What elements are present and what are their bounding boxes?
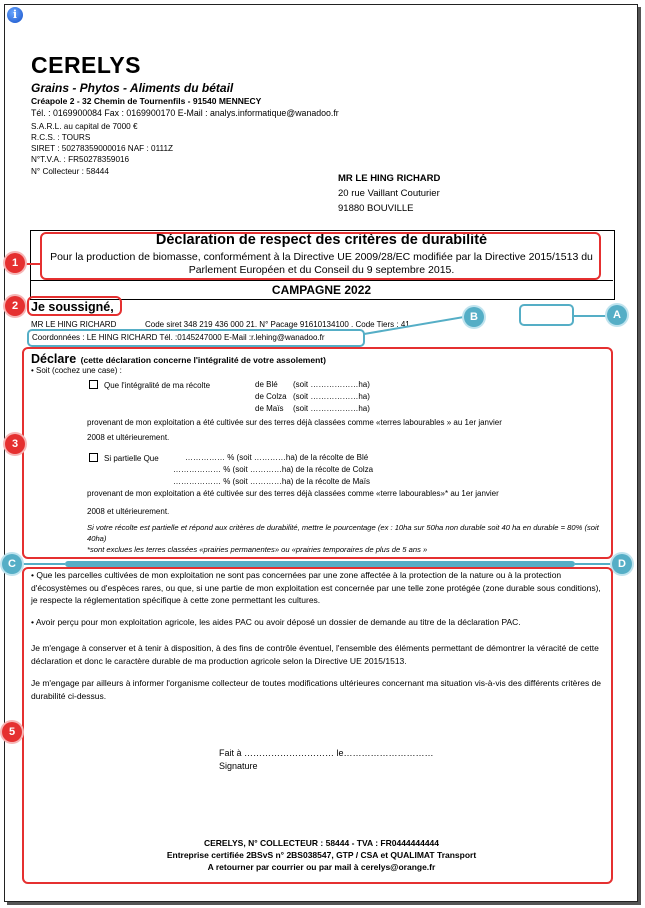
company-contact: Tél. : 0169900084 Fax : 0169900170 E-Mail : analys.informatique@wanadoo.fr	[31, 108, 339, 118]
annotation-badge-d: D	[612, 554, 632, 574]
recipient-street: 20 rue Vaillant Couturier	[338, 188, 440, 199]
legal-rcs: R.C.S. : TOURS	[31, 133, 91, 142]
annotation-badge-b: B	[464, 307, 484, 327]
annotation-connector-c	[21, 563, 65, 565]
annotation-badge-3: 3	[5, 434, 25, 454]
provenance1-b: 2008 et ultérieurement.	[87, 433, 170, 442]
annotation-box-1	[40, 232, 601, 280]
signature-label: Signature	[219, 761, 258, 771]
footer-line-2: Entreprise certifiée 2BSvS n° 2BS038547, GTP / CSA et QUALIMAT Transport	[166, 850, 477, 860]
declaration-title: Déclaration de respect des critères de durabilité	[155, 232, 488, 248]
annotation-badge-5: 5	[2, 722, 22, 742]
campaign-label: CAMPAGNE 2022	[271, 283, 372, 297]
annotation-box-2	[27, 296, 122, 316]
annotation-badge-c: C	[2, 554, 22, 574]
annotation-badge-a: A	[607, 305, 627, 325]
legal-tva: N°T.V.A. : FR50278359016	[31, 155, 130, 164]
option2-row	[89, 453, 159, 463]
option2-mais[interactable]: ……………… % (soit …………ha) de la récolte de Maïs	[173, 477, 370, 486]
commitment-conservation: Je m'engage à conserver et à tenir à disposition, à des fins de contrôle éventuel, l'ensemble des éléments permettant de démontrer la véracité de cette déclaration et donc le caractère durable de ma production agricole selon la Directive UE 2015/1513.	[31, 643, 599, 666]
option1-crop-colza: de Colza	[255, 392, 287, 401]
option1-value-ble[interactable]: (soit ………………ha)	[293, 380, 370, 389]
declare-choose: • Soit (cochez une case) :	[31, 366, 122, 375]
signatory-name: MR LE HING RICHARD	[31, 320, 117, 329]
info-icon[interactable]: i	[7, 7, 23, 23]
recipient-city: 91880 BOUVILLE	[338, 203, 414, 214]
annotation-connector-d	[575, 563, 613, 565]
option2-ble[interactable]: …………… % (soit …………ha) de la récolte de Blé	[185, 453, 369, 462]
option1-label: Que l'intégralité de ma récolte	[104, 381, 211, 390]
signatory-coordinates: Coordonnées : LE HING RICHARD Tél. :0145247000 E-Mail :r.lehing@wanadoo.fr	[32, 333, 325, 342]
signatory-heading: Je soussigné,	[31, 300, 114, 314]
option2-label: Si partielle Que	[104, 454, 159, 463]
commitment-pac: • Avoir perçu pour mon exploitation agricole, les aides PAC ou avoir déposé un dossier de demande au titre de la déclaration PAC.	[31, 617, 521, 627]
option1-value-mais[interactable]: (soit ………………ha)	[293, 404, 370, 413]
annotation-connector-b	[364, 314, 464, 338]
legal-siret: SIRET : 50278359000016 NAF : 0111Z	[31, 144, 174, 153]
done-at-field[interactable]: Fait à ………………………… le…………………………	[219, 748, 434, 758]
legal-capital: S.A.R.L. au capital de 7000 €	[31, 122, 138, 131]
annotation-connector-a	[574, 315, 607, 317]
annotation-box-5	[22, 567, 613, 884]
annotation-badge-2: 2	[5, 296, 25, 316]
provenance2-b: 2008 et ultérieurement.	[87, 507, 170, 516]
exclusion-note: *sont exclues les terres classées «prairies permanentes» ou «prairies temporaires de plus de 5 ans »	[87, 545, 428, 554]
declare-heading: Déclare	[31, 352, 77, 366]
legal-collector: N° Collecteur : 58444	[31, 167, 109, 176]
title-divider	[30, 280, 613, 281]
provenance1: provenant de mon exploitation a été cultivée sur des terres déjà classées comme «terres labourables » au 1er janvier	[87, 418, 502, 427]
recipient-name: MR LE HING RICHARD	[338, 173, 441, 184]
option2-colza[interactable]: ……………… % (soit …………ha) de la récolte de Colza	[173, 465, 374, 474]
option2-checkbox[interactable]	[89, 453, 98, 462]
option1-row	[89, 380, 210, 390]
company-tagline: Grains - Phytos - Aliments du bétail	[31, 81, 234, 95]
footer-line-1: CERELYS, N° COLLECTEUR : 58444 - TVA : FR0444444444	[203, 838, 440, 848]
company-logo: CERELYS	[31, 52, 142, 78]
commitment-inform: Je m'engage par ailleurs à informer l'organisme collecteur de toutes modifications ultérieures concernant ma situation vis-à-vis des différents critères de durabilité ci-dessus.	[31, 678, 602, 701]
option1-crop-mais: de Maïs	[255, 404, 284, 413]
annotation-badge-1: 1	[5, 253, 25, 273]
option1-checkbox[interactable]	[89, 380, 98, 389]
annotation-connector-1	[25, 263, 41, 265]
option1-value-colza[interactable]: (soit ………………ha)	[293, 392, 370, 401]
annotation-box-a	[519, 304, 574, 326]
company-address: Créapole 2 - 32 Chemin de Tournenfils - 91540 MENNECY	[31, 96, 262, 106]
provenance2: provenant de mon exploitation a été cultivée sur des terres déjà classées comme «terre labourables»* au 1er janvier	[87, 489, 499, 498]
signatory-codes: Code siret 348 219 436 000 21. N° Pacage 91610134100 . Code Tiers : 41	[145, 320, 410, 329]
partial-note: Si votre récolte est partielle et répond aux critères de durabilité, mettre le pourcentage (ex : 10ha sur 50ha non durable soit 40 ha en durable = 80% (soit 40ha)	[87, 523, 599, 543]
option1-crop-ble: de Blé	[255, 380, 278, 389]
declare-note: (cette déclaration concerne l'intégralité de votre assolement)	[80, 355, 326, 365]
declaration-subtitle: Pour la production de biomasse, conformément à la Directive UE 2009/28/EC modifiée par la Directive 2015/1513 du Parlement Européen et du Conseil du 9 septembre 2015.	[50, 251, 593, 276]
footer-line-3: A retourner par courrier ou par mail à cerelys@orange.fr	[207, 862, 436, 872]
commitment-protected-zone: • Que les parcelles cultivées de mon exploitation ne sont pas concernées par une zone affectée à la protection de la nature ou à la protection d'écosystèmes ou d'espèces rares, ou que, si une partie de mon exploitation est concernée par une telle zone protégée (zone durable sous conditions), je respecte la réglementation spécifique à cette zone permettant les cultures.	[31, 570, 601, 605]
